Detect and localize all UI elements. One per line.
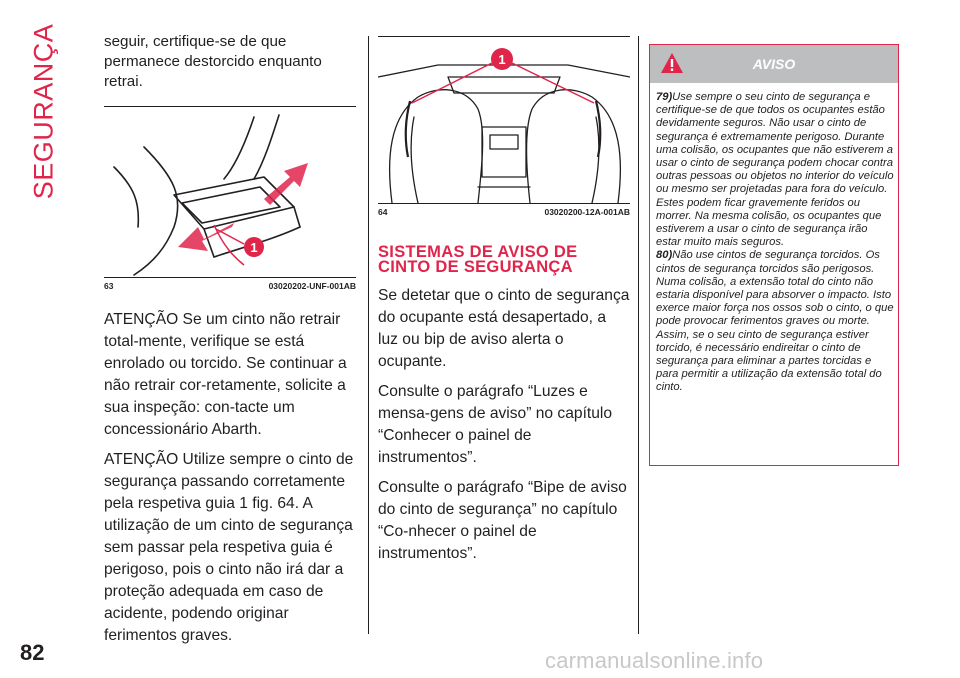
attention-paragraph-1: ATENÇÃO Se um cinto não retrair total-mente, verifique se está enrolado ou torcido. Se continuar a não retrair cor-retamente, solicite a sua inspeção: con-tacte um concessionário Abarth. <box>104 311 347 438</box>
watermark: carmanualsonline.info <box>545 648 764 673</box>
figure-63-caption <box>104 281 356 291</box>
figure-number: 63 <box>104 281 114 291</box>
section-heading-line-2: CINTO DE SEGURANÇA <box>378 258 573 276</box>
rear-seats-illustration <box>378 37 630 203</box>
warning-item-number: 80) <box>656 249 673 262</box>
warning-item-text: Não use cintos de segurança torcidos. Os cintos de segurança torcidos são perigosos. Numa colisão, a extensão total do cinto não estaria disponível para absorver o impacto. Isto exerce maior força nos ossos sob o cinto, o que pode provocar ferimentos graves ou morte. Assim, se o seu cinto de segurança estiver torcido, é necessário endireitar o cinto de segurança para eliminar a partes torcidas e para permitir a utilização da extensão total do cinto. <box>656 249 894 394</box>
figure-number: 64 <box>378 207 388 217</box>
warning-item-80 <box>656 249 894 394</box>
warning-body <box>650 83 898 401</box>
section-side-title-text: SEGURANÇA <box>28 23 59 199</box>
section-heading-line-1: SISTEMAS DE AVISO DE <box>378 243 578 261</box>
column-divider-1 <box>368 36 369 634</box>
figure-63 <box>104 106 356 278</box>
callout-1-label: 1 <box>498 52 506 67</box>
callout-1-label: 1 <box>250 240 258 255</box>
figure-64-caption <box>378 207 630 217</box>
warning-item-text: Use sempre o seu cinto de segurança e certifique-se de que todos os ocupantes estão devidamente seguros. Não usar o cinto de segurança é extremamente perigoso. Durante uma colisão, os ocupantes que não estiverem a usar o cinto de segurança podem chocar contra outras pessoas ou objetos no interior do veículo ou mesmo ser projetadas para fora do veículo. Estes podem ficar gravemente feridos ou morrer. Na mesma colisão, os ocupantes que estiverem a usar o cinto de segurança irão estar muito mais seguros. <box>656 91 894 249</box>
belt-guide-illustration <box>104 107 356 277</box>
figure-code: 03020200-12A-001AB <box>544 207 630 217</box>
warning-item-number: 79) <box>656 91 673 103</box>
warning-item-79 <box>656 91 894 249</box>
column-2 <box>378 36 630 565</box>
warning-header <box>650 45 898 83</box>
section-side-title <box>24 23 64 199</box>
column-1 <box>104 32 356 647</box>
section-heading <box>378 245 630 275</box>
figure-code: 03020202-UNF-001AB <box>268 281 356 291</box>
body-paragraph-1: Se detetar que o cinto de segurança do ocupante está desapertado, a luz ou bip de aviso alerta o ocupante. <box>378 287 630 370</box>
warning-title: AVISO <box>752 56 796 72</box>
figure-64 <box>378 36 630 204</box>
body-paragraph-3: Consulte o parágrafo “Bipe de aviso do cinto de segurança” no capítulo “Co-nhecer o painel de instrumentos”. <box>378 479 627 562</box>
warning-box <box>649 44 899 466</box>
page-number: 82 <box>20 640 45 665</box>
column-divider-2 <box>638 36 639 634</box>
attention-paragraph-2: ATENÇÃO Utilize sempre o cinto de segurança passando corretamente pela respetiva guia 1 fig. 64. A utilização de um cinto de segurança sem passar pela respetiva guia é perigoso, pois o cinto não irá dar a proteção adequada em caso de acidente, podendo originar ferimentos graves. <box>104 451 354 644</box>
intro-text: seguir, certifique-se de que permanece destorcido enquanto retrai. <box>104 33 322 90</box>
body-paragraph-2: Consulte o parágrafo “Luzes e mensa-gens de aviso” no capítulo “Conhecer o painel de instrumentos”. <box>378 383 613 466</box>
